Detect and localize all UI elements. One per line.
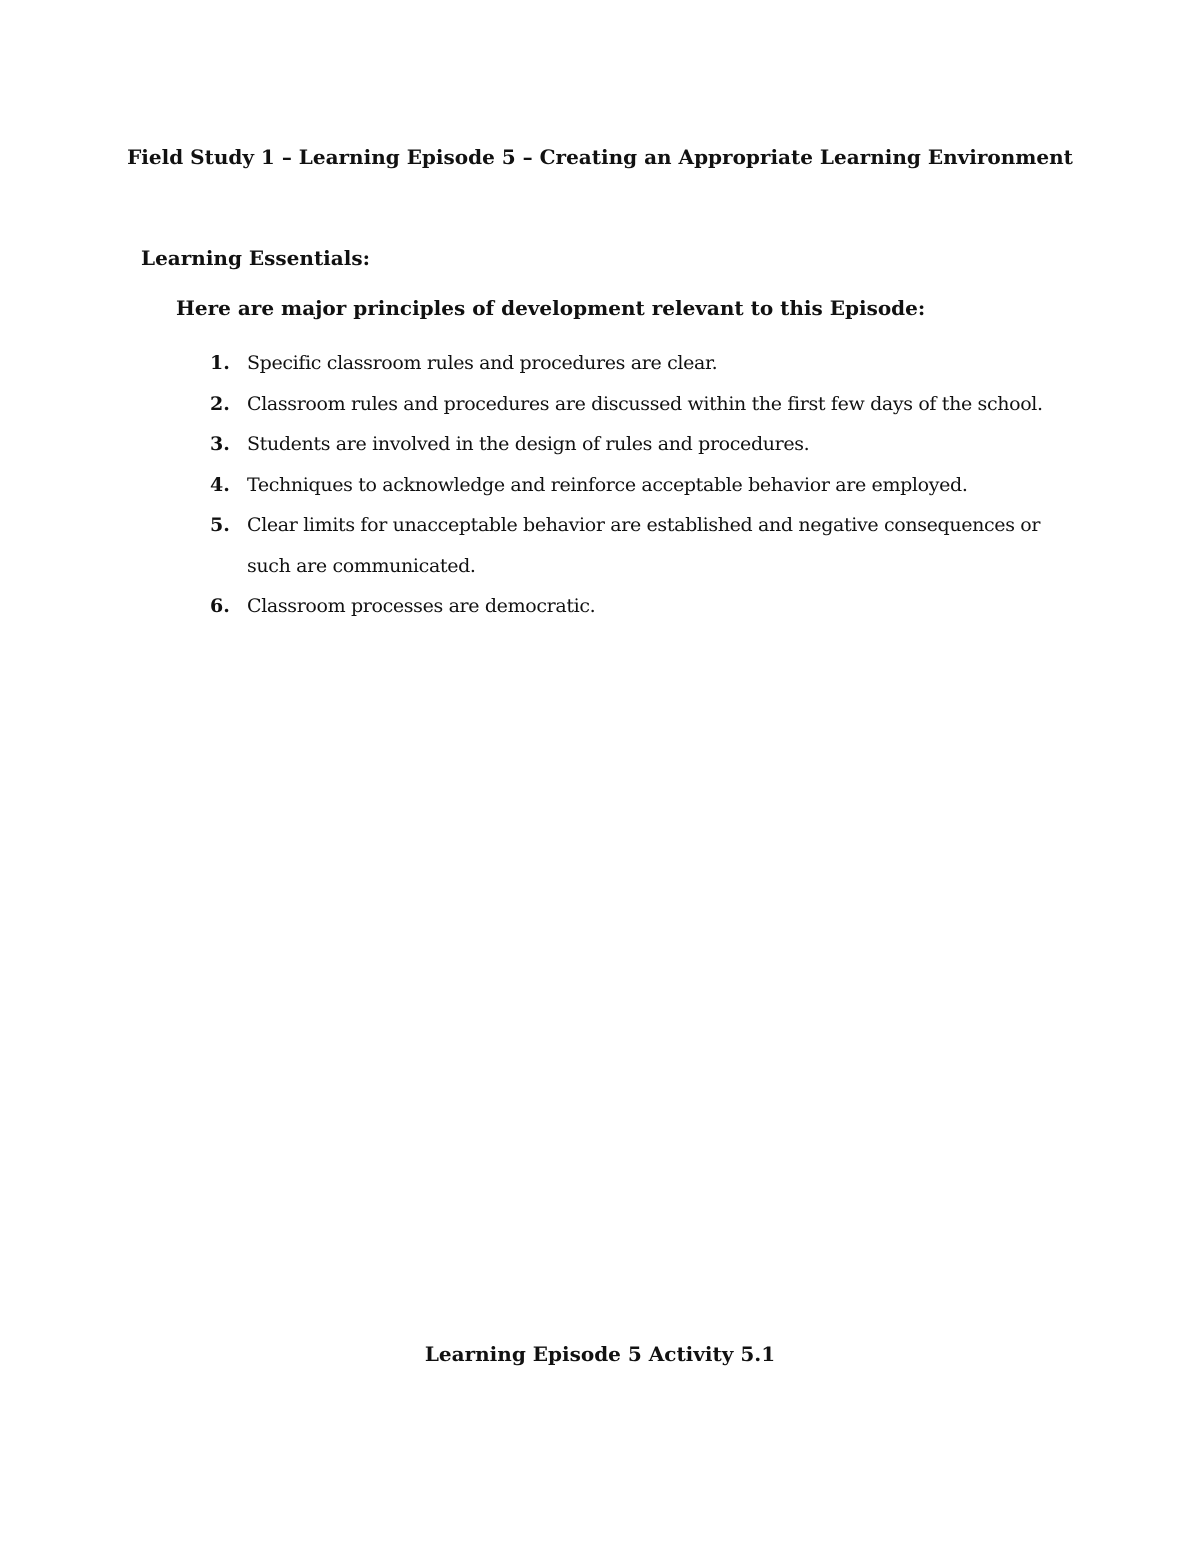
list-item (0, 505, 1057, 586)
list-item-text: Specific classroom rules and procedures are clear. (247, 352, 718, 374)
list-item (0, 384, 1057, 425)
list-item-text: Students are involved in the design of rules and procedures. (247, 433, 810, 455)
list-item-text: Classroom rules and procedures are discussed within the first few days of the school. (247, 392, 1043, 415)
activity-title: Learning Episode 5 Activity 5.1 (424, 1342, 776, 1366)
list-item-text: Techniques to acknowledge and reinforce acceptable behavior are employed. (247, 473, 968, 496)
list-item-number: 6. (210, 595, 230, 617)
list-item (0, 586, 1057, 627)
list-item-text: Classroom processes are democratic. (247, 595, 596, 617)
list-item (0, 343, 1057, 384)
list-item-number: 2. (210, 392, 230, 415)
list-item-number: 5. (210, 514, 230, 536)
principles-list (0, 343, 1057, 627)
document-title: Field Study 1 – Learning Episode 5 – Creating an Appropriate Learning Environment (127, 145, 1073, 169)
list-item (0, 424, 1057, 465)
section-heading: Learning Essentials: (141, 246, 370, 270)
principles-intro: Here are major principles of development relevant to this Episode: (176, 296, 926, 320)
list-item (0, 465, 1057, 506)
list-item-number: 1. (210, 352, 230, 374)
list-item-number: 3. (210, 433, 230, 455)
list-item-number: 4. (210, 473, 230, 496)
list-item-text: Clear limits for unacceptable behavior are established and negative consequences or such are communicated. (247, 514, 1041, 577)
